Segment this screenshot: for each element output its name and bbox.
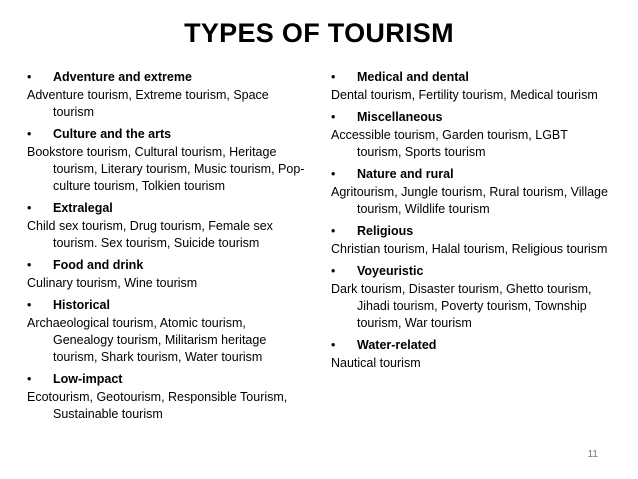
page-number: 11 xyxy=(587,449,598,460)
bullet: • xyxy=(331,167,336,181)
bullet: • xyxy=(331,70,336,84)
section-description: Christian tourism, Halal tourism, Religious tourism xyxy=(331,242,608,256)
section-description: Adventure tourism, Extreme tourism, Space tourism xyxy=(27,88,269,119)
section-heading xyxy=(27,295,307,315)
section-description: Bookstore tourism, Cultural tourism, Heritage tourism, Literary tourism, Music tourism, Pop-culture tourism, Tolkien tourism xyxy=(27,145,305,193)
section-heading xyxy=(331,335,611,355)
section-heading-label: Extralegal xyxy=(53,201,113,215)
bullet: • xyxy=(331,338,336,352)
section-description: Nautical tourism xyxy=(331,356,421,370)
section-heading xyxy=(331,107,611,127)
bullet: • xyxy=(27,372,32,386)
section-description: Ecotourism, Geotourism, Responsible Tourism, Sustainable tourism xyxy=(27,390,288,421)
section-heading-label: Medical and dental xyxy=(357,70,469,84)
section-heading-label: Nature and rural xyxy=(357,167,454,181)
left-column xyxy=(27,67,307,426)
section-heading xyxy=(27,369,307,389)
section-heading xyxy=(27,124,307,144)
section-heading xyxy=(27,198,307,218)
bullet: • xyxy=(27,258,32,272)
section-heading xyxy=(27,67,307,87)
bullet: • xyxy=(27,127,32,141)
bullet: • xyxy=(331,264,336,278)
section-heading-label: Miscellaneous xyxy=(357,110,443,124)
section-heading xyxy=(331,164,611,184)
section-heading-label: Water-related xyxy=(357,338,437,352)
section-description: Culinary tourism, Wine tourism xyxy=(27,276,198,290)
section-heading-label: Food and drink xyxy=(53,258,144,272)
bullet: • xyxy=(27,70,32,84)
bullet: • xyxy=(27,201,32,215)
section-description: Dark tourism, Disaster tourism, Ghetto tourism, Jihadi tourism, Poverty tourism, Township tourism, War tourism xyxy=(331,282,592,330)
section-description: Agritourism, Jungle tourism, Rural tourism, Village tourism, Wildlife tourism xyxy=(331,185,608,216)
section-heading-label: Low-impact xyxy=(53,372,123,386)
section-heading xyxy=(331,261,611,281)
page-title: TYPES OF TOURISM xyxy=(184,18,454,48)
section-description: Archaeological tourism, Atomic tourism, Genealogy tourism, Militarism heritage tourism, Shark tourism, Water tourism xyxy=(27,316,267,364)
section-heading-label: Religious xyxy=(357,224,414,238)
section-description: Dental tourism, Fertility tourism, Medical tourism xyxy=(331,88,598,102)
right-column xyxy=(331,67,611,375)
section-heading-label: Voyeuristic xyxy=(357,264,424,278)
section-heading xyxy=(331,67,611,87)
section-description: Child sex tourism, Drug tourism, Female sex tourism. Sex tourism, Suicide tourism xyxy=(27,219,273,250)
section-heading-label: Adventure and extreme xyxy=(53,70,192,84)
bullet: • xyxy=(331,110,336,124)
section-heading-label: Historical xyxy=(53,298,110,312)
bullet: • xyxy=(331,224,336,238)
section-heading-label: Culture and the arts xyxy=(53,127,172,141)
bullet: • xyxy=(27,298,32,312)
section-description: Accessible tourism, Garden tourism, LGBT tourism, Sports tourism xyxy=(331,128,568,159)
section-heading xyxy=(331,221,611,241)
section-heading xyxy=(27,255,307,275)
